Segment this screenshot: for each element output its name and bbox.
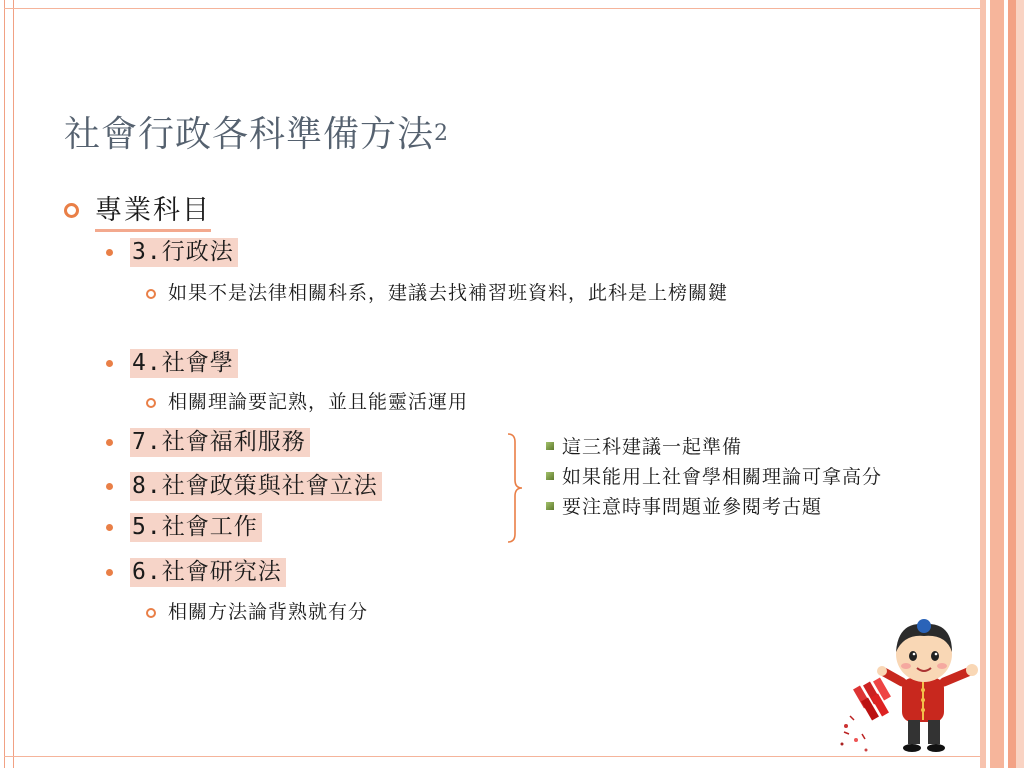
item-label [130,428,310,457]
square-bullet-icon [546,442,554,450]
square-bullet-icon [546,502,554,510]
side-notes [546,432,892,522]
slide-title-text: 社會行政各科準備方法 [64,114,435,155]
note-text: 要注意時事問題並參閱考古題 [562,496,823,518]
sub-item [146,598,868,626]
list-item [105,472,382,501]
note-text: 這三科建議一起準備 [562,436,743,458]
ring-bullet-icon [64,203,79,218]
item-label [130,238,238,267]
frame-bottom-border [4,756,980,757]
sub-item [146,279,868,307]
item-text: 社會福利服務 [161,429,306,455]
sub-item-text: 如果不是法律相關科系，建議去找補習班資料，此科是上榜關鍵 [168,282,729,304]
item-label [130,349,238,378]
frame-left-border [4,0,14,768]
dot-bullet-icon [106,569,113,576]
list-item [105,513,262,542]
item-text: 社會工作 [161,514,258,540]
list-item [105,349,238,378]
square-bullet-icon [546,472,554,480]
note-text: 如果能用上社會學相關理論可拿高分 [562,466,883,488]
slide-title-number: 2 [434,121,450,146]
item-number: 3. [132,239,162,265]
sub-item-text: 相關方法論背熟就有分 [168,601,369,623]
small-ring-bullet-icon [146,289,156,299]
item-number: 5. [132,514,162,540]
dot-bullet-icon [106,249,113,256]
item-text: 行政法 [161,239,234,265]
item-text: 社會研究法 [161,559,282,585]
outline-heading-text: 專業科目 [95,188,211,232]
curly-brace-icon [500,432,540,544]
list-item [105,238,238,267]
sub-item [146,388,868,416]
note-item [546,432,892,462]
item-label [130,558,286,587]
frame-top-border [4,8,980,9]
note-item [546,492,892,522]
item-number: 6. [132,559,162,585]
item-number: 7. [132,429,162,455]
dot-bullet-icon [106,524,113,531]
dot-bullet-icon [106,483,113,490]
item-label [130,513,262,542]
item-number: 4. [132,350,162,376]
item-label [130,472,382,501]
sub-item-text: 相關理論要記熟，並且能靈活運用 [168,391,469,413]
list-item [105,558,286,587]
item-number: 8. [132,473,162,499]
small-ring-bullet-icon [146,398,156,408]
list-item [105,428,310,457]
note-item [546,462,892,492]
dot-bullet-icon [106,360,113,367]
small-ring-bullet-icon [146,608,156,618]
mascot-illustration [836,616,988,758]
item-text: 社會學 [161,350,234,376]
dot-bullet-icon [106,439,113,446]
outline-heading [64,188,211,232]
slide-title [64,106,449,157]
item-text: 社會政策與社會立法 [161,473,378,499]
firecracker-icon [841,677,891,751]
